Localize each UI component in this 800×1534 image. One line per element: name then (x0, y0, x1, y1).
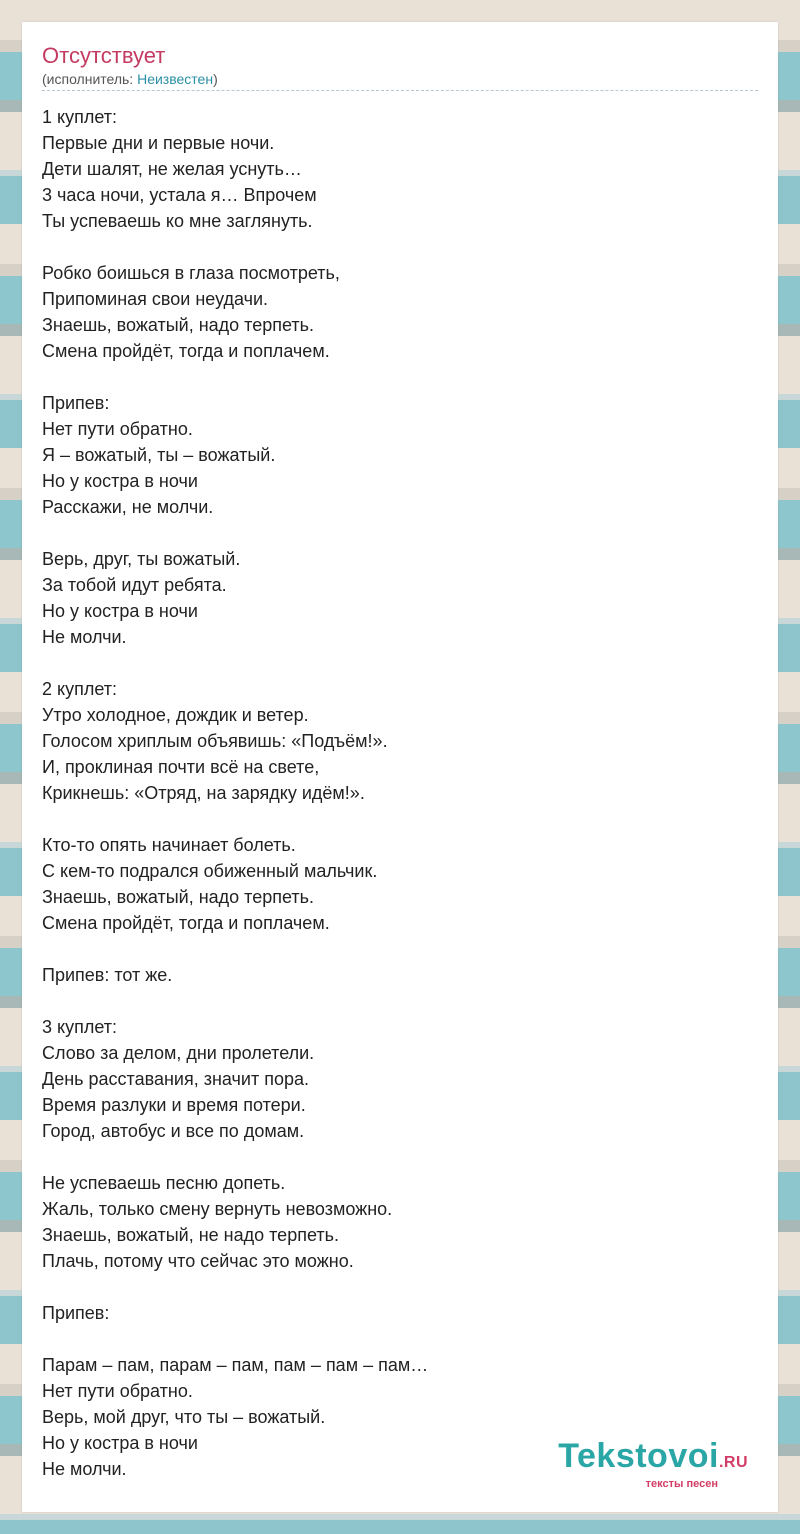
lyric-line: Верь, друг, ты вожатый. (42, 549, 241, 569)
lyric-blank-line (42, 988, 758, 1014)
lyric-line: Жаль, только смену вернуть невозможно. (42, 1199, 393, 1219)
artist-link[interactable]: Неизвестен (137, 71, 214, 87)
artist-suffix: ) (213, 71, 218, 87)
lyric-line: Время разлуки и время потери. (42, 1095, 306, 1115)
song-title: Отсутствует (42, 43, 166, 68)
logo-tld: .RU (718, 1454, 748, 1471)
logo-name: Tekstovoi (558, 1437, 719, 1475)
logo-wordmark (558, 1439, 748, 1480)
lyric-line: Знаешь, вожатый, надо терпеть. (42, 315, 315, 335)
lyric-line: Голосом хриплым объявишь: «Подъём!». (42, 731, 388, 751)
lyric-line: 1 куплет: (42, 107, 117, 127)
lyric-blank-line (42, 1274, 758, 1300)
lyric-line: 3 куплет: (42, 1017, 117, 1037)
lyric-line: Припоминая свои неудачи. (42, 289, 269, 309)
lyric-line: Припев: (42, 1303, 110, 1323)
lyric-line: Дети шалят, не желая уснуть… (42, 159, 302, 179)
artist-line (42, 70, 758, 88)
logo-tagline: тексты песен (645, 1478, 718, 1490)
lyric-line: За тобой идут ребята. (42, 575, 227, 595)
lyric-line: Не молчи. (42, 627, 127, 647)
lyric-line: Припев: тот же. (42, 965, 173, 985)
lyric-line: 2 куплет: (42, 679, 117, 699)
site-logo[interactable] (558, 1439, 748, 1490)
lyric-line: Расскажи, не молчи. (42, 497, 214, 517)
lyric-line: Но у костра в ночи (42, 601, 198, 621)
lyric-line: Знаешь, вожатый, не надо терпеть. (42, 1225, 339, 1245)
lyric-line: Припев: (42, 393, 110, 413)
lyric-line: Смена пройдёт, тогда и поплачем. (42, 341, 330, 361)
lyric-line: Робко боишься в глаза посмотреть, (42, 263, 340, 283)
lyric-line: Город, автобус и все по домам. (42, 1121, 305, 1141)
artist-prefix: (исполнитель: (42, 71, 138, 87)
lyric-line: Плачь, потому что сейчас это можно. (42, 1251, 354, 1271)
lyric-blank-line (42, 650, 758, 676)
lyric-line: Ты успеваешь ко мне заглянуть. (42, 211, 313, 231)
lyric-line: Знаешь, вожатый, надо терпеть. (42, 887, 315, 907)
lyric-line: День расставания, значит пора. (42, 1069, 309, 1089)
lyric-blank-line (42, 520, 758, 546)
lyric-line: 3 часа ночи, устала я… Впрочем (42, 185, 317, 205)
lyric-line: Но у костра в ночи (42, 1433, 198, 1453)
lyric-blank-line (42, 364, 758, 390)
lyric-line: Нет пути обратно. (42, 419, 193, 439)
lyric-blank-line (42, 1144, 758, 1170)
lyric-line: Верь, мой друг, что ты – вожатый. (42, 1407, 326, 1427)
lyric-line: Я – вожатый, ты – вожатый. (42, 445, 276, 465)
lyric-blank-line (42, 1326, 758, 1352)
lyric-line: Парам – пам, парам – пам, пам – пам – пам… (42, 1355, 429, 1375)
lyric-line: Слово за делом, дни пролетели. (42, 1043, 315, 1063)
lyric-line: Утро холодное, дождик и ветер. (42, 705, 309, 725)
lyric-blank-line (42, 936, 758, 962)
lyric-line: Первые дни и первые ночи. (42, 133, 275, 153)
lyric-line: Не молчи. (42, 1459, 127, 1479)
lyric-blank-line (42, 806, 758, 832)
lyric-line: Нет пути обратно. (42, 1381, 193, 1401)
lyric-line: Крикнешь: «Отряд, на зарядку идём!». (42, 783, 365, 803)
lyrics-card (22, 22, 778, 1512)
song-header (42, 42, 758, 91)
lyrics-body (42, 104, 758, 1482)
lyric-line: Кто-то опять начинает болеть. (42, 835, 296, 855)
lyric-line: Смена пройдёт, тогда и поплачем. (42, 913, 330, 933)
lyric-line: И, проклиная почти всё на свете, (42, 757, 320, 777)
lyric-line: Не успеваешь песню допеть. (42, 1173, 286, 1193)
lyric-blank-line (42, 234, 758, 260)
lyric-line: С кем-то подрался обиженный мальчик. (42, 861, 378, 881)
lyric-line: Но у костра в ночи (42, 471, 198, 491)
